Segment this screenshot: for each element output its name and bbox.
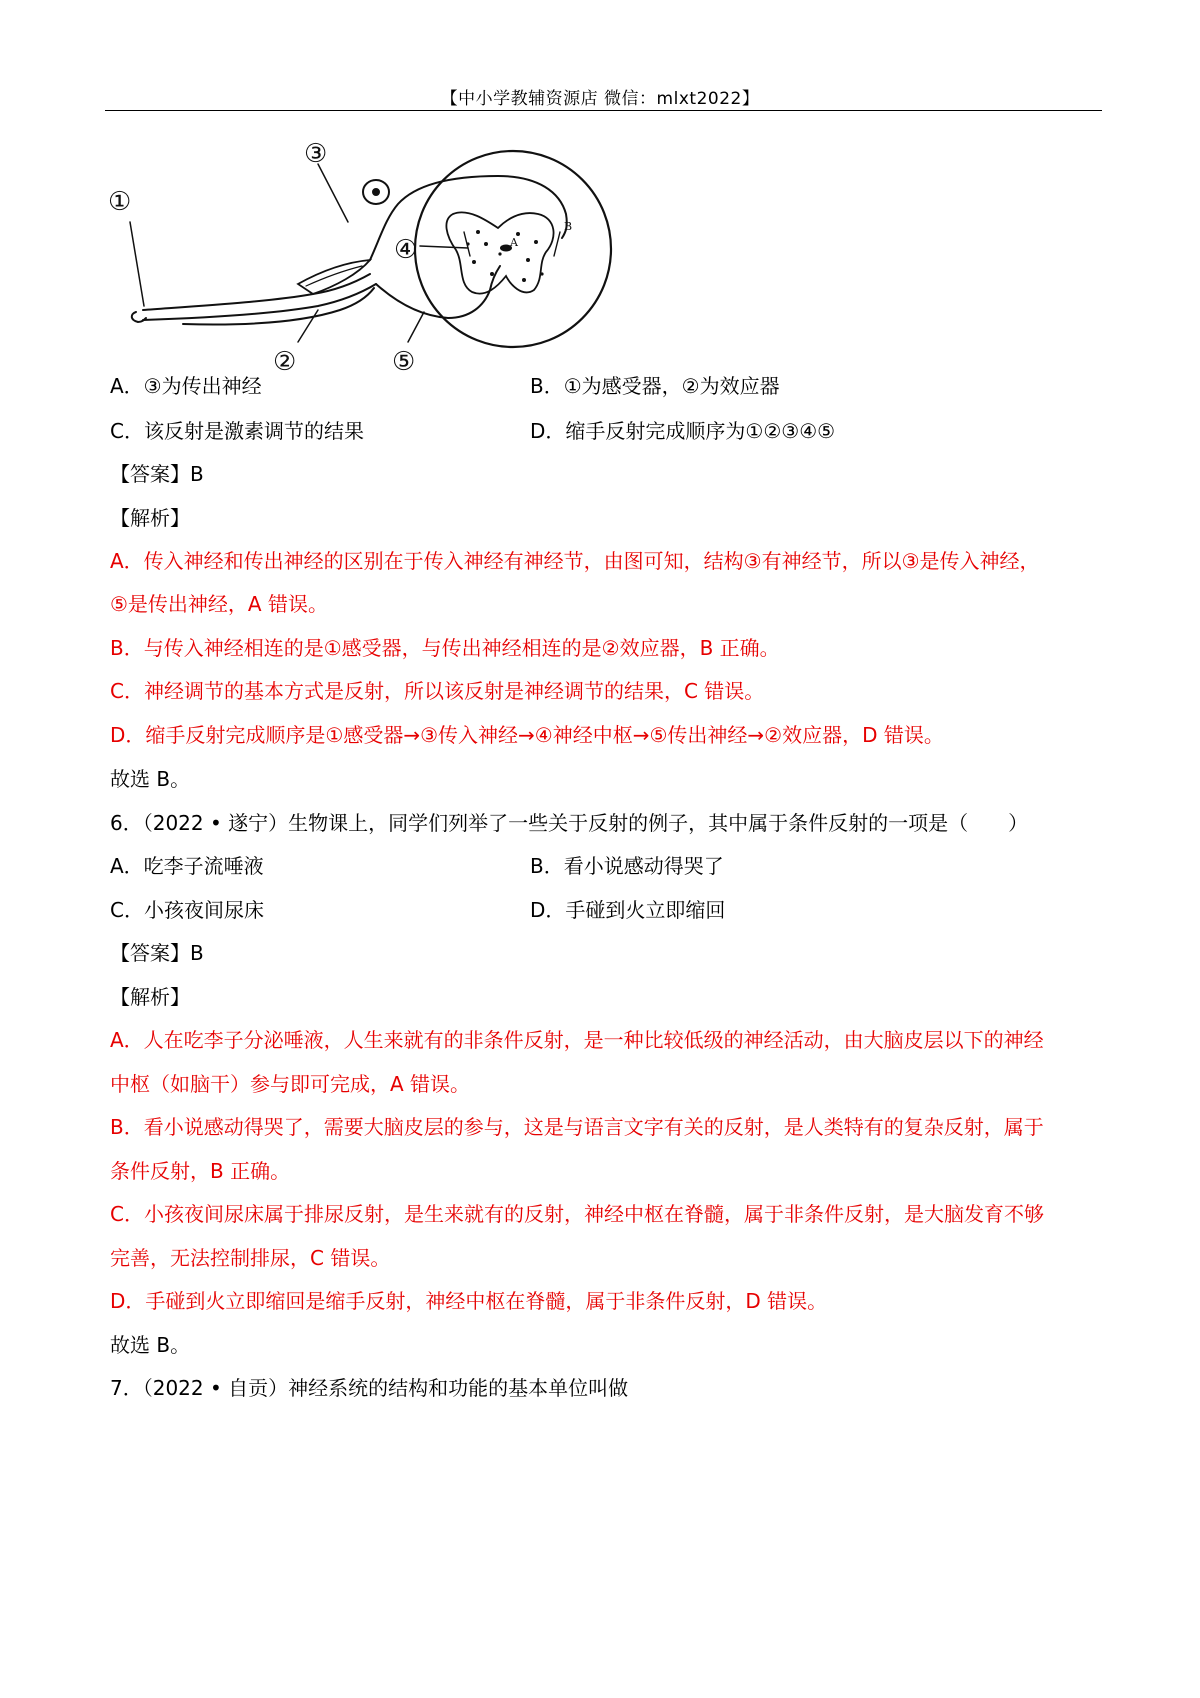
q6-analysis-line: 中枢（如脑干）参与即可完成，A 错误。 (110, 1072, 471, 1096)
header-rule (105, 110, 1102, 111)
q5-analysis-line: D．缩手反射完成顺序是①感受器→③传入神经→④神经中枢→⑤传出神经→②效应器，D 错误。 (110, 723, 944, 747)
q5-analysis-line: ⑤是传出神经，A 错误。 (110, 592, 328, 616)
q6-analysis-line: A．人在吃李子分泌唾液，人生来就有的非条件反射，是一种比较低级的神经活动，由大脑皮层以下的神经 (110, 1028, 1044, 1052)
spinal-cord (415, 151, 611, 347)
q6-answer: 【答案】B (110, 941, 204, 965)
q5-option-c: C．该反射是激素调节的结果 (110, 419, 364, 443)
q6-analysis-line: B．看小说感动得哭了，需要大脑皮层的参与，这是与语言文字有关的反射，是人类特有的复杂反射，属于 (110, 1115, 1044, 1139)
label-5: ⑤ (392, 347, 416, 377)
q6-option-d: D．手碰到火立即缩回 (530, 898, 726, 922)
q5-analysis-line: B．与传入神经相连的是①感受器，与传出神经相连的是②效应器，B 正确。 (110, 636, 780, 660)
label-region-b: B (564, 220, 573, 233)
q6-analysis-line: 条件反射，B 正确。 (110, 1159, 291, 1183)
label-4: ④ (394, 235, 418, 265)
q6-analysis-title: 【解析】 (110, 985, 190, 1009)
efferent-nerve (376, 266, 500, 318)
leader-2 (298, 310, 318, 342)
label-region-a: A (510, 236, 518, 249)
arm-lower-outline (143, 284, 376, 320)
q6-conclusion: 故选 B。 (110, 1333, 191, 1357)
q5-option-b: B．①为感受器，②为效应器 (530, 374, 780, 398)
label-3: ③ (304, 139, 328, 169)
q6-option-a: A．吃李子流唾液 (110, 854, 264, 878)
label-1: ① (108, 187, 132, 217)
q6-option-b: B．看小说感动得哭了 (530, 854, 724, 878)
q5-analysis-line: A．传入神经和传出神经的区别在于传入神经有神经节，由图可知，结构③有神经节，所以③是传入神经， (110, 549, 1040, 573)
leader-3 (318, 164, 348, 222)
q5-analysis-line: C．神经调节的基本方式是反射，所以该反射是神经调节的结果，C 错误。 (110, 679, 765, 703)
q5-answer: 【答案】B (110, 462, 204, 486)
page-header: 【中小学教辅资源店 微信：mlxt2022】 (440, 89, 760, 109)
leader-5 (408, 312, 424, 342)
q5-option-d: D．缩手反射完成顺序为①②③④⑤ (530, 419, 836, 443)
q5-analysis-title: 【解析】 (110, 506, 190, 530)
arm-upper-outline (143, 274, 370, 310)
label-2: ② (273, 347, 297, 377)
forearm-contour (183, 288, 374, 324)
q5-conclusion: 故选 B。 (110, 767, 191, 791)
q6-analysis-line: 完善，无法控制排尿，C 错误。 (110, 1246, 391, 1270)
q6-option-c: C．小孩夜间尿床 (110, 898, 264, 922)
q6-stem: 6．（2022 • 遂宁）生物课上，同学们列举了一些关于反射的例子，其中属于条件反射的一项是（ ） (110, 811, 1029, 835)
q6-analysis-line: C．小孩夜间尿床属于排尿反射，是生来就有的反射，神经中枢在脊髓，属于非条件反射，是大脑发育不够 (110, 1202, 1044, 1226)
leader-1 (130, 222, 144, 306)
q5-option-a: A．③为传出神经 (110, 374, 262, 398)
hand (132, 312, 146, 322)
reflex-arc-figure (108, 134, 628, 404)
q7-stem: 7．（2022 • 自贡）神经系统的结构和功能的基本单位叫做 (110, 1376, 629, 1400)
q6-analysis-line: D．手碰到火立即缩回是缩手反射，神经中枢在脊髓，属于非条件反射，D 错误。 (110, 1289, 828, 1313)
leader-4 (420, 246, 468, 248)
